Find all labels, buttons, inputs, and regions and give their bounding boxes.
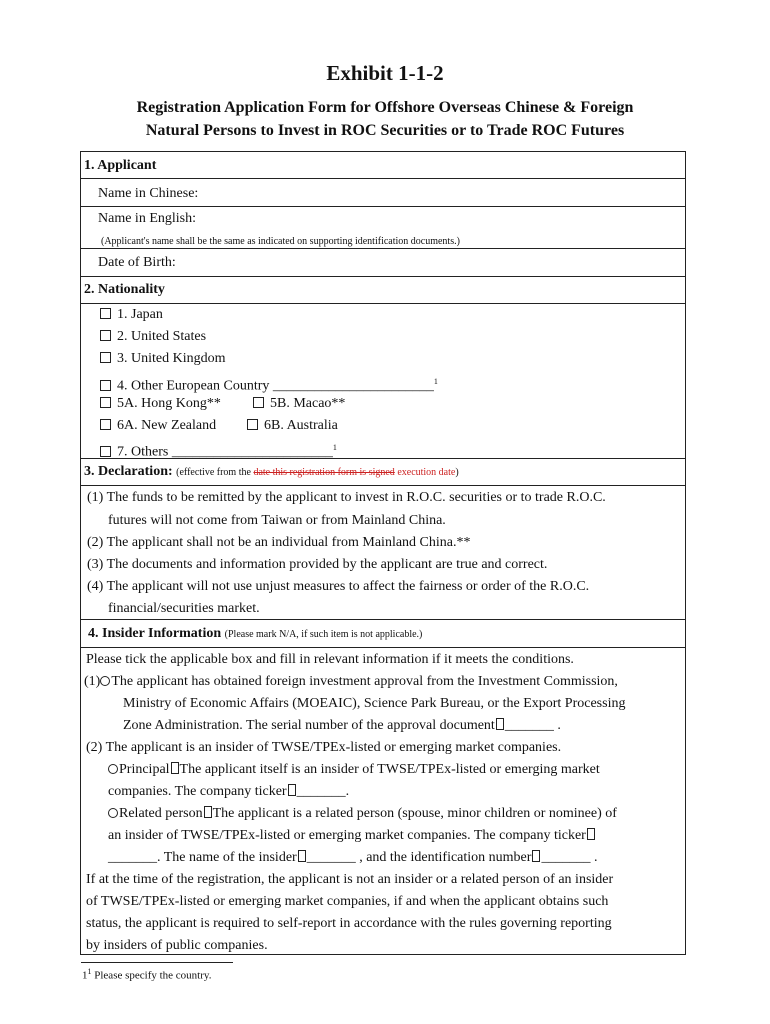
principal-option [108, 761, 600, 779]
checkbox[interactable] [100, 419, 111, 430]
insider-option-1-serial [123, 717, 561, 735]
name-note: (Applicant's name shall be the same as indicated on supporting identification documents.) [101, 236, 460, 247]
checkbox[interactable] [100, 397, 111, 408]
divider [81, 619, 685, 620]
nationality-option-hong-kong [100, 395, 221, 413]
insider-footer-3: status, the applicant is required to self-report in accordance with the rules governing reporting [86, 916, 612, 931]
form-title-line-2: Natural Persons to Invest in ROC Securities or to Trade ROC Futures [145, 122, 625, 139]
footnote-sup: 1 [87, 967, 92, 976]
company-ticker-field[interactable]: _______. [296, 784, 350, 799]
declaration-1-cont: futures will not come from Taiwan or from Mainland China. [108, 513, 446, 528]
nationality-option-united-states [100, 328, 206, 346]
placeholder-box [288, 784, 296, 796]
divider [81, 647, 685, 648]
name-in-english-label: Name in English: [98, 211, 196, 226]
option-label: 5A. Hong Kong** [117, 396, 221, 411]
form-title-line-1: Registration Application Form for Offshore Overseas Chinese & Foreign [136, 99, 634, 116]
option-label: Related person [119, 806, 203, 821]
revised-text: execution date [394, 467, 456, 478]
nationality-option-new-zealand [100, 417, 216, 435]
note-text: (effective from the [176, 467, 254, 478]
nationality-option-macao [253, 395, 345, 413]
option-label: 6A. New Zealand [117, 418, 217, 433]
name-in-chinese-label: Name in Chinese: [98, 186, 199, 201]
insider-name-field[interactable]: _______ , and the identification number [306, 850, 532, 865]
divider [81, 485, 685, 486]
insider-option-2: (2) The applicant is an insider of TWSE/TPEx-listed or emerging market companies. [86, 740, 562, 755]
item-number: (1) [84, 674, 101, 689]
radio-button[interactable] [100, 676, 110, 686]
nationality-option-japan [100, 306, 163, 324]
note-text: ) [455, 467, 459, 478]
declaration-1: (1) The funds to be remitted by the applicant to invest in R.O.C. securities or to trade R.O.C. [87, 490, 606, 505]
related-person-ticker [108, 827, 596, 845]
option-text: The applicant has obtained foreign investment approval from the Investment Commission, [111, 674, 618, 689]
footnote-text: Please specify the country. [91, 969, 212, 982]
date-of-birth-label: Date of Birth: [98, 255, 176, 270]
option-label: 4. Other European Country _______________________ [117, 378, 434, 394]
company-ticker-field[interactable]: _______. The name of the insider [108, 850, 297, 865]
section-applicant-heading: 1. Applicant [84, 158, 157, 173]
checkbox[interactable] [100, 352, 111, 363]
insider-footer-1: If at the time of the registration, the applicant is not an insider or a related person of an insider [86, 872, 614, 887]
insider-intro: Please tick the applicable box and fill in relevant information if it meets the conditions. [86, 652, 574, 667]
footnote-number: 1 [82, 969, 88, 982]
placeholder-box [532, 850, 540, 862]
divider [81, 178, 685, 179]
declaration-2: (2) The applicant shall not be an individual from Mainland China.** [87, 535, 471, 550]
placeholder-box [204, 806, 212, 818]
footnote-divider [81, 962, 233, 963]
placeholder-box [298, 850, 306, 862]
identification-number-field[interactable]: _______ . [541, 850, 598, 865]
placeholder-box [496, 718, 504, 730]
struck-text: date this registration form is signed [253, 467, 395, 478]
insider-option-1-cont: Ministry of Economic Affairs (MOEAIC), Science Park Bureau, or the Export Processing [123, 696, 626, 711]
footnote [82, 967, 211, 982]
field-label: an insider of TWSE/TPEx-listed or emerging market companies. The company ticker [108, 828, 586, 843]
option-label: 3. United Kingdom [117, 351, 226, 366]
option-label: 6B. Australia [264, 418, 338, 433]
field-label: Zone Administration. The serial number of the approval document [123, 718, 495, 733]
nationality-option-others [100, 439, 337, 462]
nationality-option-united-kingdom [100, 350, 226, 368]
checkbox[interactable] [100, 446, 111, 457]
registration-form [80, 151, 686, 955]
insider-note: (Please mark N/A, if such item is not applicable.) [224, 629, 423, 640]
footnote-ref: 1 [433, 377, 438, 386]
radio-button[interactable] [108, 764, 118, 774]
declaration-3: (3) The documents and information provided by the applicant are true and correct. [87, 557, 548, 572]
divider [81, 206, 685, 207]
insider-title: 4. Insider Information [88, 626, 222, 641]
radio-button[interactable] [108, 808, 118, 818]
option-text: The applicant itself is an insider of TWSE/TPEx-listed or emerging market [179, 762, 600, 777]
option-label: Principal [119, 762, 170, 777]
divider [81, 303, 685, 304]
placeholder-box [587, 828, 595, 840]
checkbox[interactable] [100, 330, 111, 341]
serial-number-field[interactable]: _______ . [504, 718, 561, 733]
option-label: 2. United States [117, 329, 207, 344]
related-person-details [108, 849, 597, 867]
option-text: The applicant is a related person (spouse, minor children or nominee) of [212, 806, 617, 821]
field-label: companies. The company ticker [108, 784, 287, 799]
section-declaration-heading [84, 463, 459, 482]
declaration-title: 3. Declaration: [84, 464, 173, 479]
declaration-4: (4) The applicant will not use unjust measures to affect the fairness or order of the R.O.C. [87, 579, 590, 594]
option-label: 7. Others _______________________ [117, 444, 333, 460]
footnote-ref: 1 [332, 443, 337, 452]
effective-note [176, 467, 459, 478]
option-label: 5B. Macao** [270, 396, 346, 411]
placeholder-box [171, 762, 179, 774]
related-person-option [108, 805, 617, 823]
checkbox[interactable] [100, 308, 111, 319]
insider-option-1 [84, 673, 618, 691]
declaration-4-cont: financial/securities market. [108, 601, 260, 616]
option-label: 1. Japan [117, 307, 163, 322]
nationality-option-australia [247, 417, 338, 435]
checkbox[interactable] [253, 397, 264, 408]
insider-footer-2: of TWSE/TPEx-listed or emerging market companies, if and when the applicant obtains such [86, 894, 609, 909]
nationality-option-other-european [100, 373, 438, 396]
section-nationality-heading: 2. Nationality [84, 282, 165, 297]
checkbox[interactable] [247, 419, 258, 430]
exhibit-label: Exhibit 1-1-2 [326, 61, 444, 85]
section-insider-heading [88, 625, 422, 644]
divider [81, 276, 685, 277]
principal-ticker [108, 783, 349, 801]
checkbox[interactable] [100, 380, 111, 391]
insider-footer-4: by insiders of public companies. [86, 938, 268, 953]
